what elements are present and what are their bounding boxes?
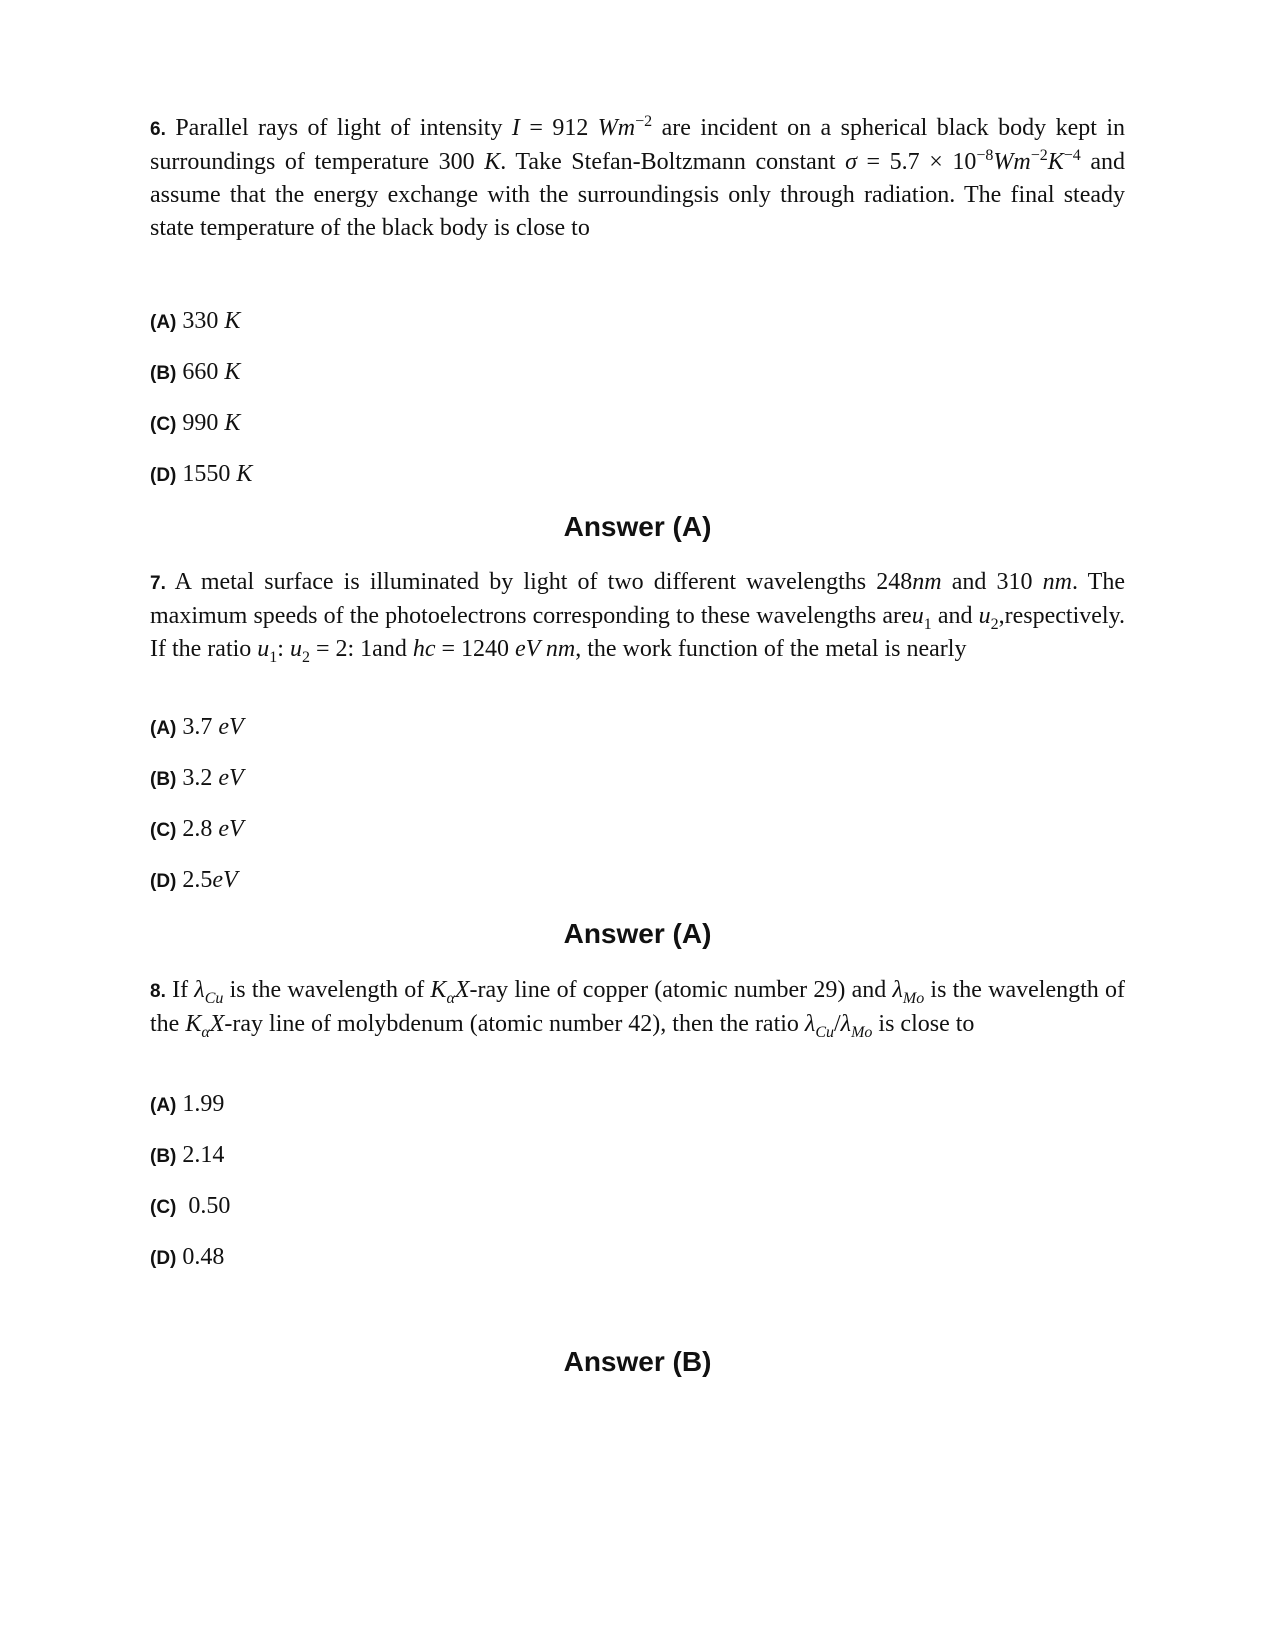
question-text: , the work function of the metal is nearly	[575, 636, 967, 662]
question-text: = 5.7 × 10	[856, 149, 977, 175]
subscript: Mo	[851, 1023, 873, 1041]
question-text: . Take Stefan-Boltzmann constant	[500, 149, 846, 175]
question-text: and assume that the energy exchange with the surroundingsis only through radiation. The final steady state temperature of the black body is close to	[150, 149, 1126, 241]
question-number: 6.	[150, 119, 166, 140]
superscript: −4	[1063, 147, 1081, 164]
subscript: 2	[990, 615, 999, 633]
option-8b	[150, 1140, 224, 1172]
question-text: is the wavelength of the	[150, 977, 1126, 1037]
subscript: Mo	[902, 989, 925, 1007]
option-8a	[150, 1089, 224, 1121]
question-number: 8.	[150, 981, 166, 1002]
question-text: -ray line of copper (atomic number 29) and	[469, 977, 893, 1003]
subscript: α	[201, 1023, 210, 1041]
question-8	[150, 974, 1125, 1041]
math-unit: K	[484, 149, 501, 175]
math-unit: nm	[912, 569, 942, 595]
question-text: are incident on a spherical black body kept in surroundings of temperature 300	[150, 115, 1126, 175]
question-text: and	[931, 603, 979, 629]
math-var: X	[454, 977, 470, 1003]
question-6	[150, 112, 1125, 245]
math-var: λ	[892, 977, 903, 1003]
math-unit: K	[1047, 149, 1064, 175]
option-7d	[150, 865, 238, 897]
math-var: u	[911, 603, 924, 629]
question-text: ,respectively. If the ratio	[150, 603, 1126, 662]
option-value: 0.50	[176, 1193, 231, 1219]
question-text: . The maximum speeds of the photoelectrons corresponding to these wavelengths are	[150, 569, 1125, 629]
option-label: (A)	[150, 1095, 177, 1116]
option-7a	[150, 712, 244, 744]
math-unit: eV nm	[515, 636, 576, 662]
option-7b	[150, 763, 244, 795]
option-label: (C)	[150, 414, 177, 435]
option-value: 660	[176, 359, 225, 385]
option-label: (D)	[150, 871, 177, 892]
math-var: u	[289, 636, 302, 662]
superscript: −2	[635, 113, 653, 130]
option-value: 2.5	[176, 867, 213, 893]
option-unit: eV	[218, 765, 244, 791]
subscript: α	[446, 989, 455, 1007]
subscript: Cu	[815, 1023, 834, 1041]
math-var: K	[185, 1011, 202, 1037]
question-text: is close to	[872, 1011, 975, 1037]
question-text: and 310	[941, 569, 1043, 595]
option-label: (B)	[150, 363, 177, 384]
option-value: 3.7	[176, 714, 219, 740]
option-label: (C)	[150, 1197, 177, 1218]
question-text: A metal surface is illuminated by light of two different wavelengths 248	[165, 569, 913, 595]
option-label: (B)	[150, 769, 177, 790]
math-var: u	[257, 636, 270, 662]
option-8d	[150, 1242, 224, 1274]
option-label: (A)	[150, 718, 177, 739]
math-var: σ	[845, 149, 857, 175]
math-var: I	[511, 115, 520, 141]
option-7c	[150, 814, 244, 846]
option-6c	[150, 408, 240, 440]
option-label: (B)	[150, 1146, 177, 1167]
option-label: (C)	[150, 820, 177, 841]
subscript: 1	[269, 648, 278, 666]
question-number: 7.	[150, 573, 166, 594]
math-var: X	[209, 1011, 225, 1037]
option-value: 2.8	[176, 816, 219, 842]
math-operator: /	[834, 1011, 841, 1037]
subscript: 1	[923, 615, 932, 633]
math-var: λ	[840, 1011, 852, 1037]
answer-6: Answer (A)	[563, 511, 712, 542]
question-text: = 912	[519, 115, 598, 141]
option-value: 1550	[176, 461, 237, 487]
math-unit: Wm	[597, 115, 636, 141]
option-unit: K	[224, 308, 241, 334]
option-unit: K	[236, 461, 253, 487]
option-value: 990	[176, 410, 225, 436]
math-unit: Wm	[993, 149, 1031, 175]
option-unit: eV	[218, 816, 244, 842]
option-6b	[150, 357, 240, 389]
option-unit: K	[224, 359, 241, 385]
option-8c	[150, 1191, 230, 1223]
option-label: (D)	[150, 1248, 177, 1269]
question-text: = 1240	[435, 636, 516, 662]
subscript: 2	[301, 648, 310, 666]
math-var: λ	[804, 1011, 816, 1037]
option-6d	[150, 459, 252, 491]
math-var: u	[978, 603, 991, 629]
option-value: 2.14	[176, 1142, 225, 1168]
question-text: is the wavelength of	[223, 977, 431, 1003]
question-text: :	[277, 636, 290, 662]
option-value: 1.99	[176, 1091, 225, 1117]
question-text: = 2: 1and	[309, 636, 413, 662]
option-unit: K	[224, 410, 241, 436]
superscript: −8	[976, 147, 994, 164]
question-text: Parallel rays of light of intensity	[175, 115, 512, 141]
answer-8: Answer (B)	[563, 1346, 712, 1377]
option-value: 0.48	[176, 1244, 225, 1270]
option-value: 330	[176, 308, 225, 334]
math-var: λ	[194, 977, 205, 1003]
superscript: −2	[1030, 147, 1048, 164]
option-unit: eV	[212, 867, 238, 893]
question-text: -ray line of molybdenum (atomic number 42), then the ratio	[224, 1011, 805, 1037]
question-text: If	[165, 977, 195, 1003]
answer-7: Answer (A)	[563, 918, 712, 949]
option-label: (D)	[150, 465, 177, 486]
subscript: Cu	[204, 989, 224, 1007]
option-value: 3.2	[176, 765, 219, 791]
math-var: hc	[412, 636, 436, 662]
option-unit: eV	[218, 714, 244, 740]
math-unit: nm	[1042, 569, 1072, 595]
question-7	[150, 566, 1125, 666]
math-var: K	[430, 977, 447, 1003]
option-6a	[150, 306, 240, 338]
option-label: (A)	[150, 312, 177, 333]
